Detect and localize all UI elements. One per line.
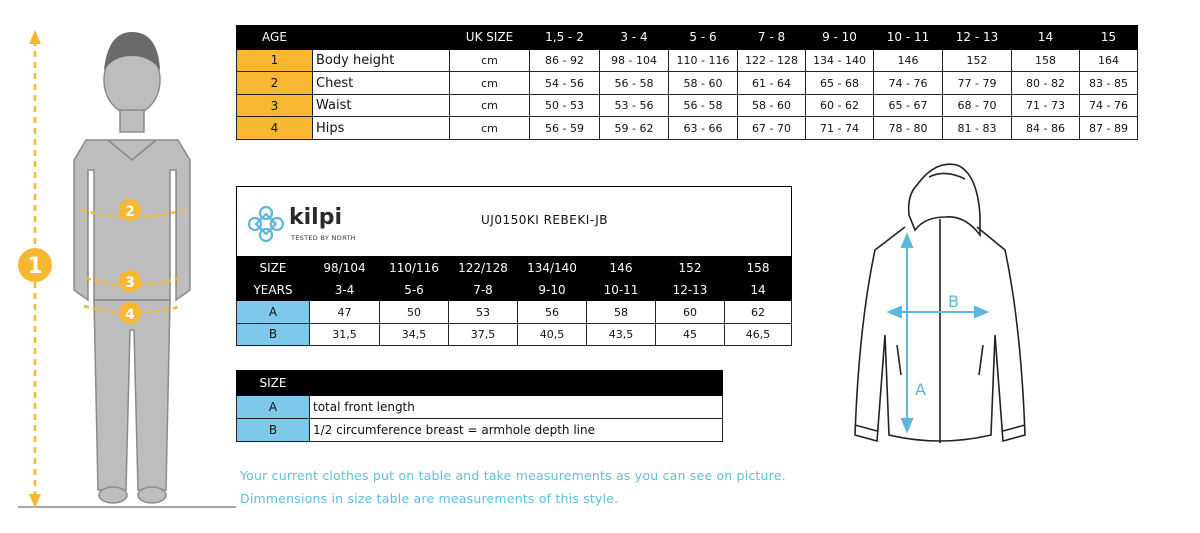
row-label: Chest [313,72,450,95]
size-cell: 122/128 [449,256,518,278]
legend-header: SIZE [237,371,310,396]
size-cell: 110/116 [380,256,449,278]
cell: 74 - 76 [874,72,943,95]
cell: 84 - 86 [1012,117,1080,140]
style-code: UJ0150KI REBEKI-JB [481,213,608,227]
header-age-col: 5 - 6 [669,26,738,50]
cell: 158 [1012,49,1080,72]
header-age: AGE [237,26,313,50]
table-row [237,49,1138,72]
legend-table [236,370,723,442]
row-index: 3 [237,94,313,117]
row-index: 1 [237,49,313,72]
years-cell: 10-11 [587,279,656,301]
cell: 58 - 60 [738,94,806,117]
cell: 67 - 70 [738,117,806,140]
size-cell: 158 [725,256,792,278]
cell: 134 - 140 [806,49,874,72]
row-unit: cm [450,94,530,117]
cell: 40,5 [518,323,587,345]
header-age-col: 7 - 8 [738,26,806,50]
row-index: 2 [237,72,313,95]
marker-4-label: 4 [125,307,135,323]
cell: 65 - 67 [874,94,943,117]
header-blank [313,26,450,50]
cell: 60 - 62 [806,94,874,117]
brand-name: kilpi [289,205,343,230]
cell: 80 - 82 [1012,72,1080,95]
legend-desc: 1/2 circumference breast = armhole depth line [310,419,723,442]
cell: 47 [310,301,380,323]
legend-key: A [237,396,310,419]
years-cell: 3-4 [310,279,380,301]
cell: 46,5 [725,323,792,345]
body-size-table [236,25,1138,140]
cell: 164 [1080,49,1138,72]
size-cell: 146 [587,256,656,278]
table-row [237,323,792,345]
cell: 78 - 80 [874,117,943,140]
cell: 37,5 [449,323,518,345]
cell: 59 - 62 [600,117,669,140]
size-cell: 134/140 [518,256,587,278]
table-row [237,301,792,323]
knot-icon [245,203,287,245]
years-label: YEARS [237,279,310,301]
header-age-col: 15 [1080,26,1138,50]
jacket-marker-b: B [948,292,959,311]
cell: 58 [587,301,656,323]
style-size-table [236,186,792,346]
cell: 50 - 53 [530,94,600,117]
brand-tagline: TESTED BY NORTH [291,234,356,242]
years-cell: 9-10 [518,279,587,301]
row-label: Hips [313,117,450,140]
cell: 122 - 128 [738,49,806,72]
cell: 58 - 60 [669,72,738,95]
cell: 61 - 64 [738,72,806,95]
cell: 56 - 58 [669,94,738,117]
cell: 56 - 59 [530,117,600,140]
table-row [237,419,723,442]
years-cell: 7-8 [449,279,518,301]
cell: 63 - 66 [669,117,738,140]
cell: 56 - 58 [600,72,669,95]
cell: 65 - 68 [806,72,874,95]
marker-3-label: 3 [125,275,135,291]
cell: 62 [725,301,792,323]
cell: 71 - 73 [1012,94,1080,117]
row-unit: cm [450,49,530,72]
cell: 34,5 [380,323,449,345]
marker-1-label: 1 [27,254,43,279]
row-index: B [237,323,310,345]
cell: 86 - 92 [530,49,600,72]
brand-logo [245,203,365,247]
row-index: A [237,301,310,323]
table-row [237,117,1138,140]
cell: 98 - 104 [600,49,669,72]
size-cell: 152 [656,256,725,278]
table-row [237,396,723,419]
cell: 74 - 76 [1080,94,1138,117]
header-age-col: 3 - 4 [600,26,669,50]
legend-header-blank [310,371,723,396]
cell: 56 [518,301,587,323]
size-cell: 98/104 [310,256,380,278]
marker-2 [119,199,141,221]
row-index: 4 [237,117,313,140]
cell: 71 - 74 [806,117,874,140]
jacket-marker-a: A [915,380,926,399]
size-table-header [237,26,1138,50]
row-label: Waist [313,94,450,117]
row-unit: cm [450,117,530,140]
cell: 45 [656,323,725,345]
header-age-col: 1,5 - 2 [530,26,600,50]
cell: 53 - 56 [600,94,669,117]
cell: 146 [874,49,943,72]
years-cell: 14 [725,279,792,301]
cell: 31,5 [310,323,380,345]
legend-header-row [237,371,723,396]
header-uk-size: UK SIZE [450,26,530,50]
cell: 152 [943,49,1012,72]
marker-4 [119,302,141,324]
header-age-col: 14 [1012,26,1080,50]
cell: 53 [449,301,518,323]
row-label: Body height [313,49,450,72]
cell: 81 - 83 [943,117,1012,140]
years-cell: 5-6 [380,279,449,301]
years-cell: 12-13 [656,279,725,301]
jacket-diagram [845,155,1035,455]
legend-desc: total front length [310,396,723,419]
marker-2-label: 2 [125,204,135,220]
size-label: SIZE [237,256,310,278]
row-unit: cm [450,72,530,95]
cell: 83 - 85 [1080,72,1138,95]
cell: 43,5 [587,323,656,345]
note-line-2: Dimmensions in size table are measurements of this style. [240,491,619,506]
cell: 77 - 79 [943,72,1012,95]
table-row [237,72,1138,95]
header-age-col: 10 - 11 [874,26,943,50]
size-row [237,256,792,278]
header-age-col: 9 - 10 [806,26,874,50]
header-age-col: 12 - 13 [943,26,1012,50]
body-figure [0,0,240,533]
brand-header [237,187,792,257]
cell: 50 [380,301,449,323]
table-row [237,94,1138,117]
cell: 87 - 89 [1080,117,1138,140]
marker-3 [119,270,141,292]
note-line-1: Your current clothes put on table and take measurements as you can see on picture. [240,468,786,483]
cell: 68 - 70 [943,94,1012,117]
marker-1 [18,248,52,282]
cell: 110 - 116 [669,49,738,72]
years-row [237,279,792,301]
cell: 54 - 56 [530,72,600,95]
cell: 60 [656,301,725,323]
legend-key: B [237,419,310,442]
